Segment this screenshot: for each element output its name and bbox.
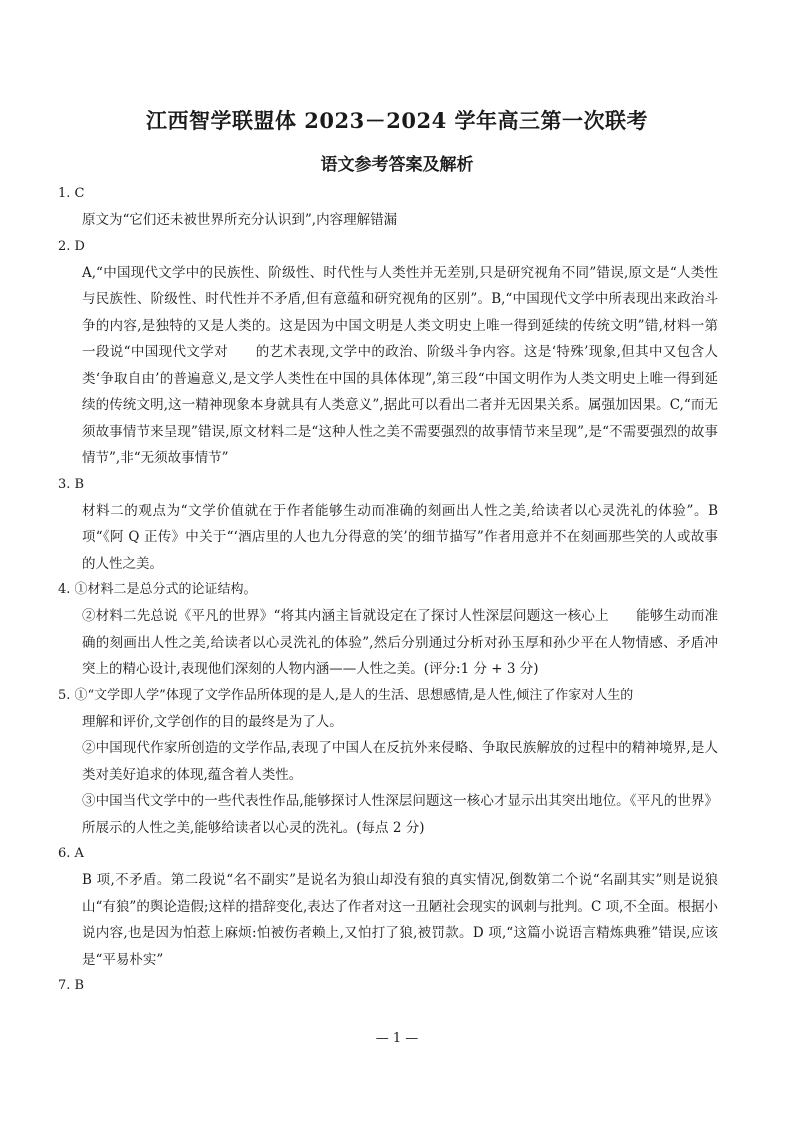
- answer-item-3: [52, 472, 718, 578]
- explanation-paragraph: ③中国当代文学中的一些代表性作品,能够探讨人性深层问题这一核心才显示出其突出地位。《平凡的世界》所展示的人性之美,能够给读者以心灵的洗礼。(每点 2 分): [82, 793, 718, 836]
- question-number: 4. ①材料二是总分式的论证结构。: [58, 582, 257, 597]
- question-number: 7. B: [58, 978, 85, 993]
- page-title: 江西智学联盟体 2023－2024 学年高三第一次联考: [145, 108, 648, 133]
- question-number: 2. D: [58, 238, 85, 254]
- explanation-paragraph: 理解和评价,文学创作的目的最终是为了人。: [82, 713, 343, 730]
- answer-item-5: [52, 683, 718, 842]
- question-number: 5. ①“文学即人学”体现了文学作品所体现的是人,是人的生活、思想感情,是人性,倾注了作家对人生的: [58, 687, 634, 703]
- explanation-paragraph: A,“中国现代文学中的民族性、阶级性、时代性与人类性并无差别,只是研究视角不同”错误,原文是“人类性与民族性、阶级性、时代性并不矛盾,但有意蕴和研究视角的区别”。B,“中国现代文学中所表现出来政治斗争的内容,是独特的又是人类的。这是因为中国文明是人类文明史上唯一得到延续的传统文明”错,材料一第一段说“中国现代文学对 的艺术表现,文学中的政治、阶级斗争内容。这是‘特殊’现象,但其中又包含人类‘争取自由’的普遍意义,是文学人类性在中国的具体体现”,第三段“中国文明作为人类文明史上唯一得到延续的传统文明,这一精神现象本身就具有人类意义”,据此可以看出二者并无因果关系。属强加因果。C,“而无须故事情节来呈现”错误,原文材料二是“这种人性之美不需要强烈的故事情节来呈现”,是“不需要强烈的故事情节”,非“无须故事情节”: [82, 264, 718, 466]
- answer-list: [52, 181, 718, 999]
- answer-item-4: [52, 577, 718, 683]
- question-number: 3. B: [58, 476, 85, 492]
- explanation-paragraph: ②材料二先总说《平凡的世界》“将其内涵主旨就设定在了探讨人性深层问题这一核心上 能够生动而准确的刻画出人性之美,给读者以心灵洗礼的体验”,然后分别通过分析对孙玉厚和孙少平在人物情感、矛盾冲突上的精心设计,表现他们深刻的人物内涵——人性之美。(评分:1 分 + 3 分): [82, 608, 718, 677]
- explanation-paragraph: 原文为“它们还未被世界所充分认识到”,内容理解错漏: [82, 212, 398, 228]
- answer-item-6: [52, 841, 718, 973]
- question-number: 6. A: [58, 846, 84, 861]
- explanation-paragraph: ②中国现代作家所创造的文学作品,表现了中国人在反抗外来侵略、争取民族解放的过程中的精神境界,是人类对美好追求的体现,蕴含着人类性。: [82, 740, 718, 783]
- answer-item-7: [52, 973, 718, 999]
- answer-item-2: [52, 234, 718, 472]
- page-subtitle: 语文参考答案及解析: [320, 155, 474, 175]
- explanation-paragraph: 材料二的观点为“文学价值就在于作者能够生动而准确的刻画出人性之美,给读者以心灵洗礼的体验”。B 项“《阿 Q 正传》中关于“‘酒店里的人也九分得意的笑’的细节描写”作者用意并不在刻画那些笑的人或故事的人性之美。: [82, 502, 718, 572]
- question-number: 1. C: [58, 186, 85, 201]
- page-number: — 1 —: [375, 1031, 419, 1046]
- explanation-paragraph: B 项,不矛盾。第二段说“名不副实”是说名为狼山却没有狼的真实情况,倒数第二个说“名副其实”则是说狼山“有狼”的舆论造假;这样的措辞变化,表达了作者对这一丑陋社会现实的讽刺与批判。C 项,不全面。根据小说内容,也是因为怕惹上麻烦:怕被伤者赖上,又怕打了狼,被罚款。D 项,“这篇小说语言精炼典雅”错误,应该是“平易朴实”: [82, 872, 718, 968]
- answer-item-1: [52, 181, 718, 234]
